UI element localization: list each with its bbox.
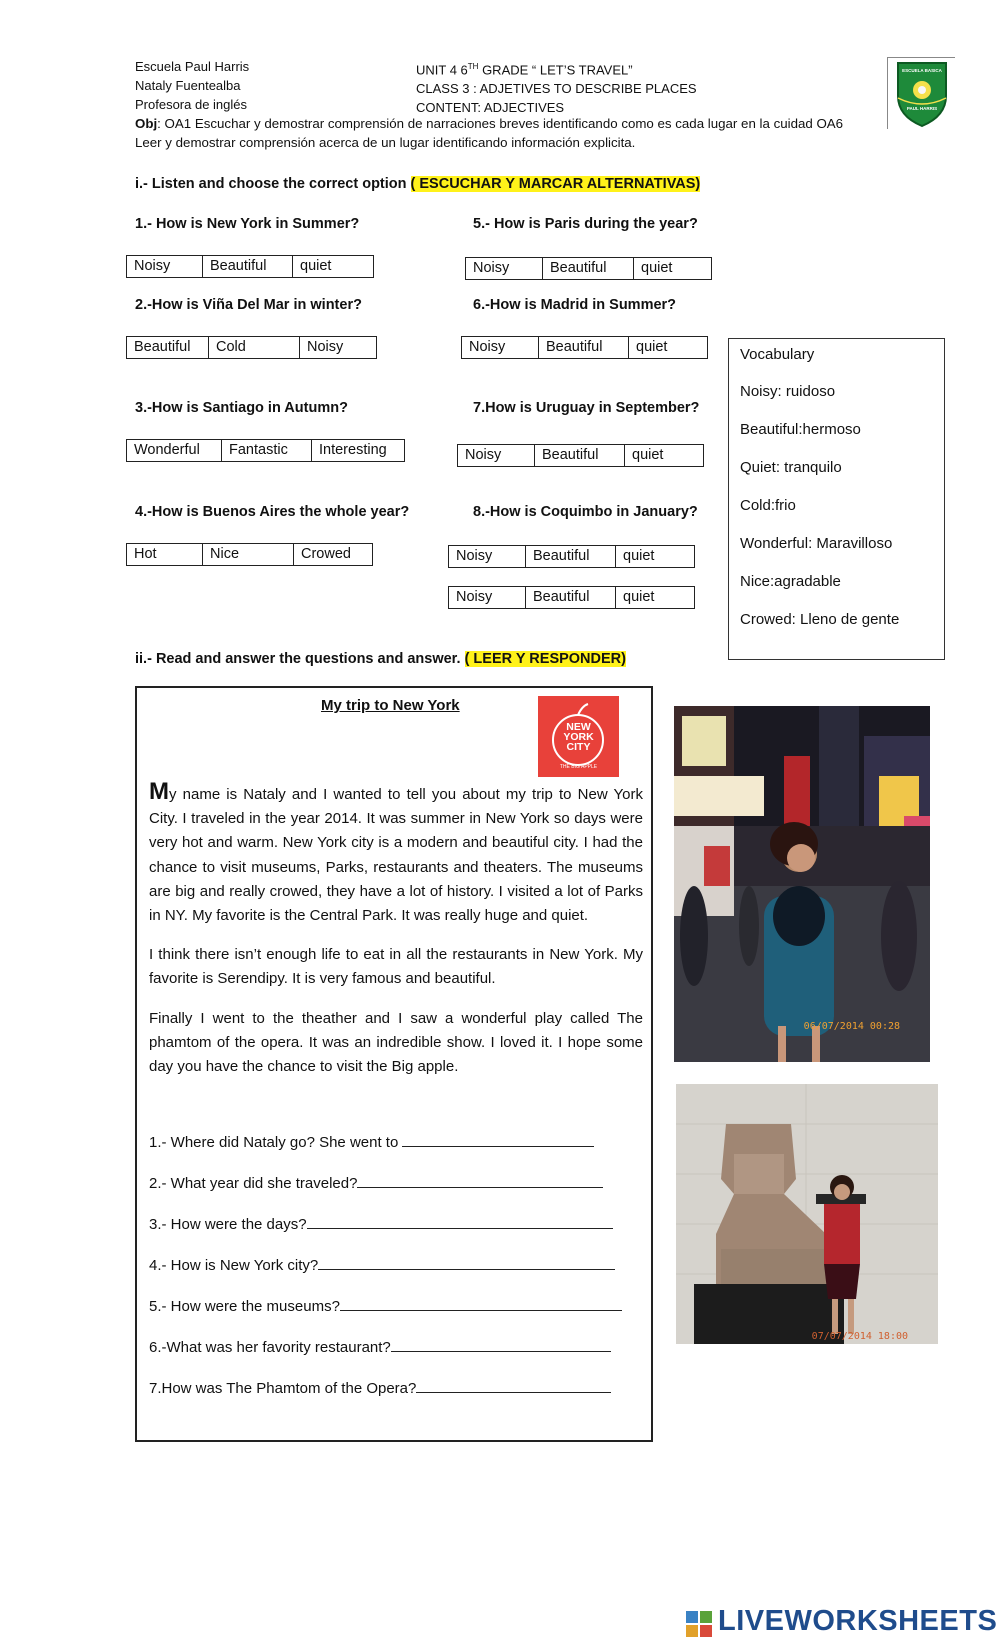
comprehension-q1: 1.- Where did Nataly go? She went to <box>149 1133 594 1151</box>
options-q7 <box>457 444 704 467</box>
photo1-date: 06/07/2014 00:28 <box>803 1021 900 1032</box>
comprehension-q3: 3.- How were the days? <box>149 1215 613 1233</box>
logo-bottom-text: PAUL HARRIS <box>906 106 938 111</box>
liveworksheets-brand[interactable]: LIVEWORKSHEETS <box>718 1605 998 1637</box>
section1-title: i.- Listen and choose the correct option ( ESCUCHAR Y MARCAR ALTERNATIVAS) <box>135 176 701 192</box>
question-8: 8.-How is Coquimbo in January? <box>473 504 698 520</box>
story-paragraph-2: I think there isn’t enough life to eat in all the restaurants in New York. My favorite is Serendipy. It is very famous and beautiful. <box>149 946 643 988</box>
option-q7-c[interactable]: quiet <box>632 447 664 463</box>
vocabulary-item: Crowed: Lleno de gente <box>740 611 900 628</box>
header-center <box>416 57 697 117</box>
sphinx-image <box>676 1084 938 1344</box>
logo-top-text: ESCUELA BASICA <box>902 68 942 73</box>
content-title: CONTENT: ADJECTIVES <box>416 100 565 116</box>
options-q8 <box>448 545 695 568</box>
question-2: 2.-How is Viña Del Mar in winter? <box>135 297 362 313</box>
reading-box <box>135 686 653 1442</box>
options-extra <box>448 586 695 609</box>
comprehension-q6: 6.-What was her favority restaurant? <box>149 1338 611 1356</box>
question-3: 3.-How is Santiago in Autumn? <box>135 400 348 416</box>
comprehension-q5: 5.- How were the museums? <box>149 1297 622 1315</box>
nyc-logo-caption: THE BIG APPLE <box>559 764 598 770</box>
objective: Obj: OA1 Escuchar y demostrar comprensión de narraciones breves identificando como es cada lugar en la cuidad OA6 Leer y demostrar comprensión acerca de un lugar identificando información explicita. <box>135 116 844 150</box>
teacher-name: Nataly Fuentealba <box>135 78 241 93</box>
option-q6-c[interactable]: quiet <box>636 339 668 355</box>
option-extra-c[interactable]: quiet <box>623 589 655 605</box>
option-q7-b[interactable]: Beautiful <box>535 445 625 466</box>
option-q1-b[interactable]: Beautiful <box>203 256 293 277</box>
times-square-image <box>674 706 930 1062</box>
photo-sphinx <box>676 1084 938 1344</box>
liveworksheets-logo-icon <box>686 1611 714 1639</box>
option-q5-c[interactable]: quiet <box>641 260 673 276</box>
section2-title: ii.- Read and answer the questions and answer. ( LEER Y RESPONDER) <box>135 651 626 667</box>
vocabulary-title: Vocabulary <box>740 346 815 363</box>
nyc-logo-text: NEW YORK CITY <box>563 721 594 753</box>
options-q4 <box>126 543 373 566</box>
answer-input-7[interactable] <box>416 1379 611 1393</box>
option-q1-c[interactable]: quiet <box>300 258 332 274</box>
option-q4-c[interactable]: Crowed <box>301 546 351 562</box>
option-q1-a[interactable]: Noisy <box>127 256 203 277</box>
question-1: 1.- How is New York in Summer? <box>135 216 360 232</box>
option-q6-b[interactable]: Beautiful <box>539 337 629 358</box>
photo2-date: 07/07/2014 18:00 <box>811 1331 908 1342</box>
answer-input-1[interactable] <box>402 1133 594 1147</box>
drop-cap: M <box>149 778 169 805</box>
option-q5-a[interactable]: Noisy <box>466 258 543 279</box>
nyc-logo <box>538 696 619 777</box>
option-q2-b[interactable]: Cold <box>209 337 300 358</box>
option-q8-b[interactable]: Beautiful <box>526 546 616 567</box>
option-q4-b[interactable]: Nice <box>203 544 294 565</box>
option-q3-c[interactable]: Interesting <box>319 442 387 458</box>
comprehension-q7: 7.How was The Phamtom of the Opera? <box>149 1379 611 1397</box>
option-q8-c[interactable]: quiet <box>623 548 655 564</box>
header-left <box>135 57 249 114</box>
school-name: Escuela Paul Harris <box>135 59 250 74</box>
teacher-role: Profesora de inglés <box>135 97 248 112</box>
vocabulary-item: Noisy: ruidoso <box>740 383 836 400</box>
option-q6-a[interactable]: Noisy <box>462 337 539 358</box>
option-q2-c[interactable]: Noisy <box>307 339 344 355</box>
question-7: 7.How is Uruguay in September? <box>473 400 700 416</box>
option-q4-a[interactable]: Hot <box>127 544 203 565</box>
options-q6 <box>461 336 708 359</box>
comprehension-q4: 4.- How is New York city? <box>149 1256 615 1274</box>
story-text <box>149 778 643 1094</box>
vocabulary-item: Nice:agradable <box>740 573 841 590</box>
option-q3-b[interactable]: Fantastic <box>222 440 312 461</box>
option-q3-a[interactable]: Wonderful <box>127 440 222 461</box>
answer-input-2[interactable] <box>357 1174 603 1188</box>
reading-title: My trip to New York <box>321 697 460 714</box>
class-title: CLASS 3 : ADJETIVES TO DESCRIBE PLACES <box>416 81 697 97</box>
option-extra-b[interactable]: Beautiful <box>526 587 616 608</box>
comprehension-q2: 2.- What year did she traveled? <box>149 1174 603 1192</box>
question-4: 4.-How is Buenos Aires the whole year? <box>135 504 410 520</box>
vocabulary-item: Wonderful: Maravilloso <box>740 535 893 552</box>
options-q5 <box>465 257 712 280</box>
answer-input-5[interactable] <box>340 1297 622 1311</box>
vocabulary-item: Quiet: tranquilo <box>740 459 842 476</box>
photo-times-square <box>674 706 930 1062</box>
options-q3 <box>126 439 405 462</box>
answer-input-4[interactable] <box>318 1256 615 1270</box>
story-paragraph-3: Finally I went to the theather and I saw a wonderful play called The phamtom of the opera. It was an indredible show. I loved it. I hope some day you have the chance to visit the Big apple. <box>149 1009 643 1076</box>
answer-input-3[interactable] <box>307 1215 613 1229</box>
school-logo <box>887 57 955 129</box>
options-q2 <box>126 336 377 359</box>
vocabulary-box <box>728 338 945 660</box>
option-q8-a[interactable]: Noisy <box>449 546 526 567</box>
answer-input-6[interactable] <box>391 1338 611 1352</box>
options-q1 <box>126 255 374 278</box>
unit-title: UNIT 4 6TH GRADE “ LET’S TRAVEL” <box>416 62 633 78</box>
option-extra-a[interactable]: Noisy <box>449 587 526 608</box>
vocabulary-item: Cold:frio <box>740 497 796 514</box>
question-6: 6.-How is Madrid in Summer? <box>473 297 677 313</box>
vocabulary-item: Beautiful:hermoso <box>740 421 861 438</box>
question-5: 5.- How is Paris during the year? <box>473 216 698 232</box>
option-q5-b[interactable]: Beautiful <box>543 258 634 279</box>
story-paragraph-1: My name is Nataly and I wanted to tell you about my trip to New York City. I traveled in the year 2014. It was summer in New York so days were very hot and warm. New York city is a modern and beautiful city. I had the chance to visit museums, Parks, restaurants and theaters. The museums are big and really crowed, they have a lot of history. I visited a lot of Parks in NY. My favorite is the Central Park. It was really huge and quiet. <box>149 778 643 925</box>
option-q7-a[interactable]: Noisy <box>458 445 535 466</box>
option-q2-a[interactable]: Beautiful <box>127 337 209 358</box>
